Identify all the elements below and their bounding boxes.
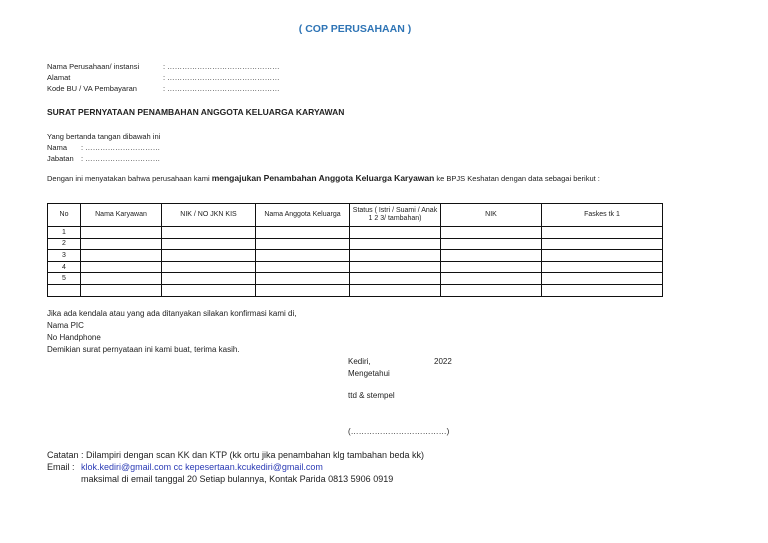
table-row [48,250,663,262]
bu-code-value: : ……………………………………… [163,84,280,93]
signer-name-value: : ………………………… [81,143,161,152]
cell-nama-anggota[interactable] [256,238,350,250]
cell-nik[interactable] [441,238,542,250]
company-name-label: Nama Perusahaan/ instansi [47,62,140,71]
document-title: SURAT PERNYATAAN PENAMBAHAN ANGGOTA KELUARGA KARYAWAN [47,107,345,117]
cell-status[interactable] [350,250,441,262]
statement-part1: Dengan ini menyatakan bahwa perusahaan kami [47,174,212,183]
cell-faskes[interactable] [542,273,663,285]
col-header-nama-karyawan: Nama Karyawan [81,204,162,227]
cell-faskes[interactable] [542,261,663,273]
closing-line: Demikian surat pernyataan ini kami buat, terima kasih. [47,345,240,354]
row-no: 1 [48,227,81,239]
cell-nik-jkn[interactable] [162,273,256,285]
col-header-faskes: Faskes tk 1 [542,204,663,227]
row-no: 5 [48,273,81,285]
col-header-no: No [48,204,81,227]
catatan-text: Dilampiri dengan scan KK dan KTP (kk ortu jika penambahan klg tambahan beda kk) [86,450,425,460]
signature-mengetahui: Mengetahui [348,369,390,378]
cell-faskes[interactable] [542,238,663,250]
cop-header: ( COP PERUSAHAAN ) [298,23,412,35]
cell-nik-jkn[interactable] [162,238,256,250]
cell-nik-jkn[interactable] [162,250,256,262]
statement-part2: ke BPJS Keshatan dengan data sebagai berikut : [434,174,600,183]
signature-ttd: ttd & stempel [348,391,395,400]
cell-nik-jkn[interactable] [162,284,256,296]
cell-faskes[interactable] [542,250,663,262]
cell-status[interactable] [350,261,441,273]
cell-nama-anggota[interactable] [256,227,350,239]
table-row [48,284,663,296]
table-row [48,238,663,250]
cell-faskes[interactable] [542,284,663,296]
cell-nama-karyawan[interactable] [81,238,162,250]
table-header-row [48,204,663,227]
cell-nama-anggota[interactable] [256,284,350,296]
company-name-value: : ……………………………………… [163,62,280,71]
cell-status[interactable] [350,284,441,296]
col-header-status: Status ( Istri / Suami / Anak 1 2 3/ tambahan) [350,204,441,227]
table-row [48,261,663,273]
catatan-label: Catatan : [47,450,87,460]
email-label: Email : [47,462,75,472]
cell-nik-jkn[interactable] [162,227,256,239]
cell-nama-karyawan[interactable] [81,273,162,285]
signature-name-line: (………………………………) [348,427,450,436]
cell-nik[interactable] [441,284,542,296]
signer-name-label: Nama [47,143,68,152]
address-value: : ……………………………………… [163,73,280,82]
family-member-table [47,203,663,297]
cell-nik-jkn[interactable] [162,261,256,273]
row-no [48,284,81,296]
cell-status[interactable] [350,227,441,239]
cell-nama-anggota[interactable] [256,261,350,273]
col-header-nama-anggota: Nama Anggota Keluarga [256,204,350,227]
cell-nama-karyawan[interactable] [81,284,162,296]
phone-label: No Handphone [47,333,101,342]
bu-code-label: Kode BU / VA Pembayaran [47,84,137,93]
cell-nik[interactable] [441,250,542,262]
signer-position-value: : ………………………… [81,154,161,163]
signer-intro: Yang bertanda tangan dibawah ini [47,132,161,141]
cell-nik[interactable] [441,227,542,239]
email-deadline-note: maksimal di email tanggal 20 Setiap bulannya, Kontak Parida 0813 5906 0919 [81,474,394,484]
signer-position-label: Jabatan [47,154,74,163]
signature-city: Kediri, [348,357,371,366]
cell-nama-anggota[interactable] [256,250,350,262]
contact-line: Jika ada kendala atau yang ada ditanyakan silakan konfirmasi kami di, [47,309,297,318]
cell-nama-karyawan[interactable] [81,250,162,262]
cell-nik[interactable] [441,273,542,285]
catatan-line [47,449,424,461]
table-row [48,273,663,285]
cell-status[interactable] [350,273,441,285]
cell-faskes[interactable] [542,227,663,239]
cell-status[interactable] [350,238,441,250]
cell-nama-anggota[interactable] [256,273,350,285]
table-row [48,227,663,239]
signature-year: 2022 [434,357,452,366]
col-header-nik-jkn: NIK / NO JKN KIS [162,204,256,227]
cell-nik[interactable] [441,261,542,273]
cell-nama-karyawan[interactable] [81,227,162,239]
row-no: 4 [48,261,81,273]
statement-line [47,173,600,184]
pic-label: Nama PIC [47,321,84,330]
email-link[interactable]: klok.kediri@gmail.com cc kepesertaan.kcukediri@gmail.com [81,462,323,472]
cell-nama-karyawan[interactable] [81,261,162,273]
col-header-nik: NIK [441,204,542,227]
row-no: 3 [48,250,81,262]
statement-bold: mengajukan Penambahan Anggota Keluarga Karyawan [211,173,435,183]
row-no: 2 [48,238,81,250]
address-label: Alamat [47,73,71,82]
